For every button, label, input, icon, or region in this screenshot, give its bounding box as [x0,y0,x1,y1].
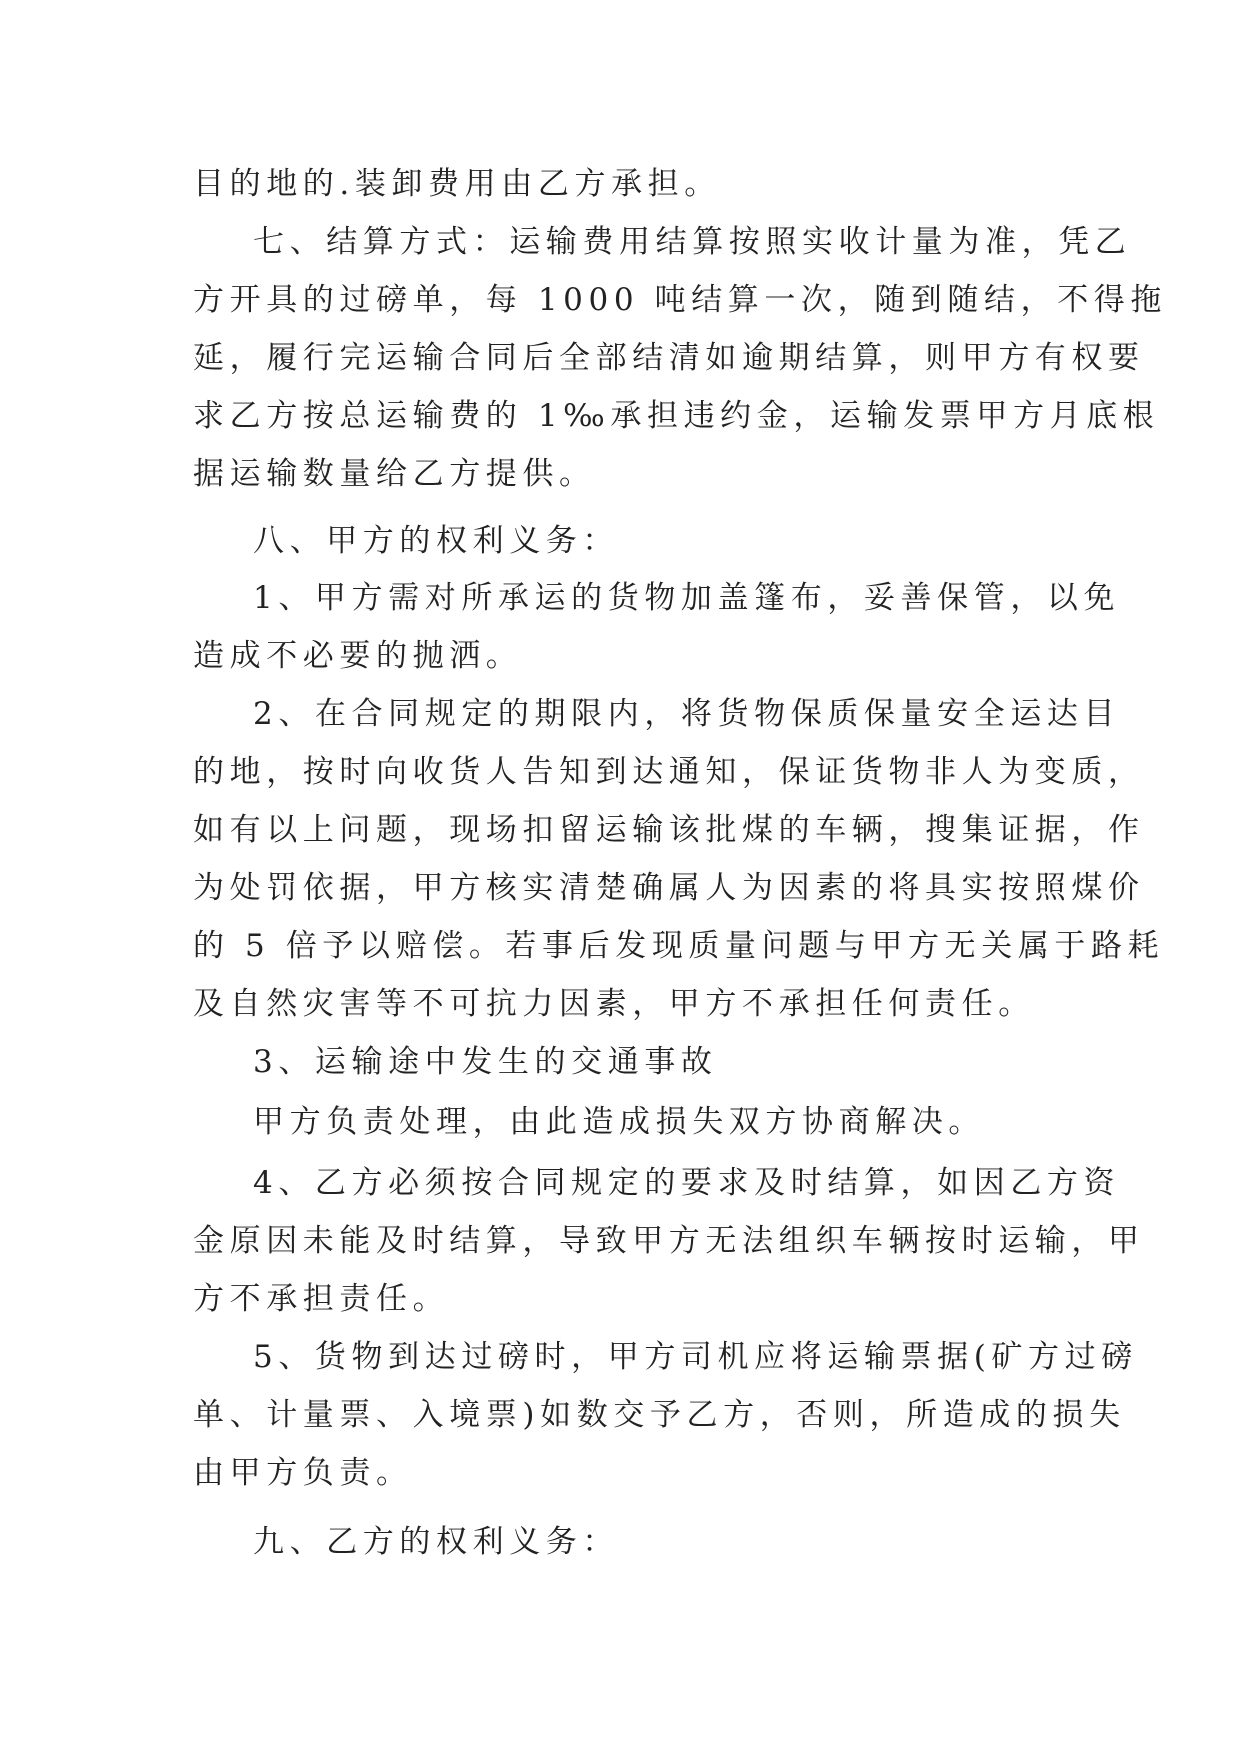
text-line: 金原因未能及时结算，导致甲方无法组织车辆按时运输，甲 [193,1223,1145,1259]
text-line: 造成不必要的抛洒。 [193,638,523,674]
section-heading: 八、甲方的权利义务： [253,523,619,559]
text-line: 及自然灾害等不可抗力因素，甲方不承担任何责任。 [193,986,1035,1022]
text-line: 延，履行完运输合同后全部结清如逾期结算，则甲方有权要 [193,340,1145,376]
text-line: 甲方负责处理，由此造成损失双方协商解决。 [253,1104,985,1140]
text-line: 1、甲方需对所承运的货物加盖篷布，妥善保管，以免 [253,580,1121,616]
text-line: 2、在合同规定的期限内，将货物保质保量安全运达目 [253,696,1121,732]
text-line: 4、乙方必须按合同规定的要求及时结算，如因乙方资 [253,1165,1121,1201]
text-line: 的 5 倍予以赔偿。若事后发现质量问题与甲方无关属于路耗 [193,928,1165,964]
section-heading: 九、乙方的权利义务： [253,1524,619,1560]
text-line: 单、计量票、入境票)如数交予乙方，否则，所造成的损失 [193,1397,1126,1433]
text-line: 方不承担责任。 [193,1281,450,1317]
text-line: 3、运输途中发生的交通事故 [253,1044,718,1080]
text-line: 七、结算方式：运输费用结算按照实收计量为准，凭乙 [253,224,1132,260]
text-line: 为处罚依据，甲方核实清楚确属人为因素的将具实按照煤价 [193,870,1145,906]
text-line: 的地，按时向收货人告知到达通知，保证货物非人为变质， [193,754,1145,790]
text-line: 由甲方负责。 [193,1455,413,1491]
text-line: 5、货物到达过磅时，甲方司机应将运输票据(矿方过磅 [253,1339,1138,1375]
text-line: 目的地的.装卸费用由乙方承担。 [193,166,721,202]
text-line: 方开具的过磅单，每 1000 吨结算一次，随到随结，不得拖 [193,282,1167,318]
text-line: 如有以上问题，现场扣留运输该批煤的车辆，搜集证据，作 [193,812,1145,848]
text-line: 求乙方按总运输费的 1‰承担违约金，运输发票甲方月底根 [193,398,1160,434]
text-line: 据运输数量给乙方提供。 [193,456,596,492]
